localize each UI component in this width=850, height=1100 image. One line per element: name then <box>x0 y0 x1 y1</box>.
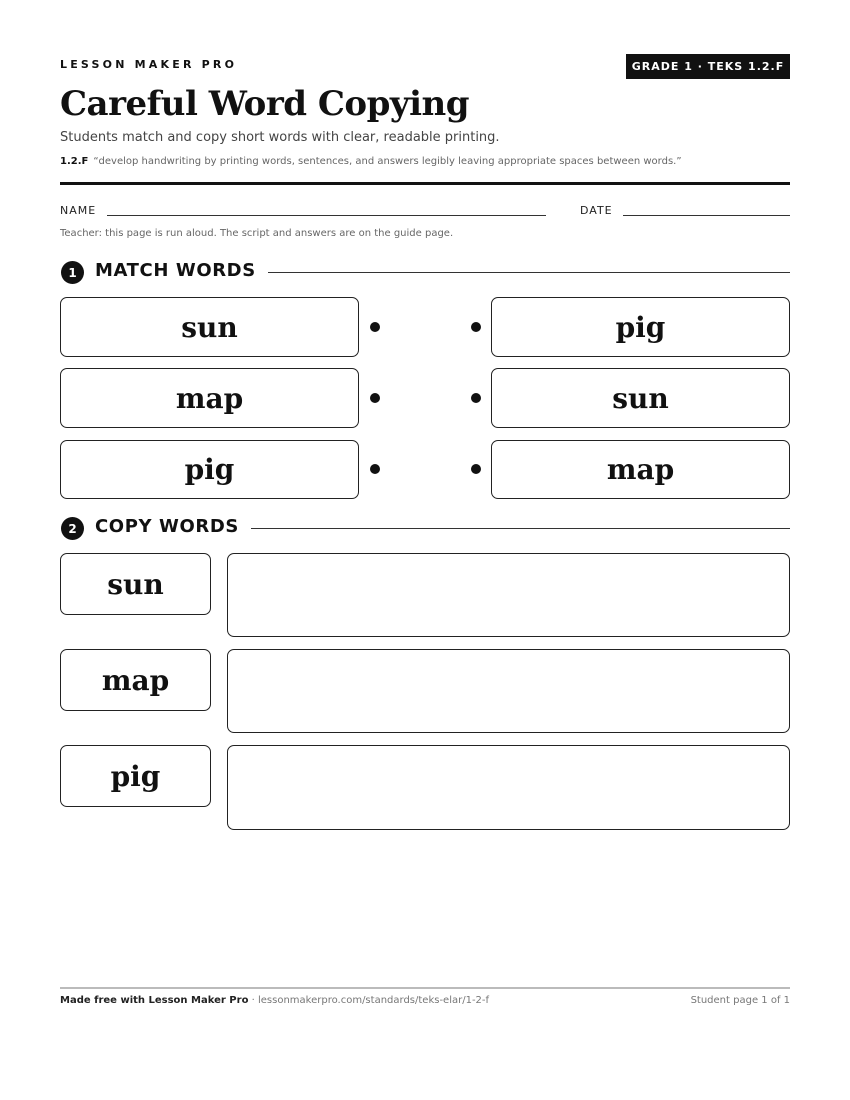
footer-credit <box>60 995 489 1006</box>
standard-line <box>60 156 682 167</box>
standard-code: 1.2.F <box>60 156 89 167</box>
brand-name: LESSON MAKER PRO <box>60 58 238 71</box>
name-line[interactable] <box>107 215 546 216</box>
date-line[interactable] <box>623 215 790 216</box>
copy-writing-box[interactable] <box>227 745 790 830</box>
match-right-word: map <box>491 440 790 499</box>
section-divider-match <box>268 272 790 273</box>
match-dot-left[interactable] <box>370 393 380 403</box>
match-left-word: pig <box>60 440 359 499</box>
section-divider-copy <box>251 528 790 529</box>
page-subtitle: Students match and copy short words with clear, readable printing. <box>60 130 500 145</box>
copy-model-word: sun <box>60 553 211 615</box>
footer-url[interactable]: · lessonmakerpro.com/standards/teks-elar/1-2-f <box>248 995 490 1006</box>
footer-divider <box>60 987 790 989</box>
section-title-copy: COPY WORDS <box>95 516 239 537</box>
copy-model-word: map <box>60 649 211 711</box>
match-right-word: sun <box>491 368 790 428</box>
match-left-word: sun <box>60 297 359 357</box>
teacher-note: Teacher: this page is run aloud. The script and answers are on the guide page. <box>60 228 454 239</box>
match-dot-left[interactable] <box>370 322 380 332</box>
section-number-copy: 2 <box>61 517 84 540</box>
page-title: Careful Word Copying <box>60 84 470 124</box>
match-dot-left[interactable] <box>370 464 380 474</box>
date-label: DATE <box>580 204 613 217</box>
grade-badge: GRADE 1 · TEKS 1.2.F <box>626 54 790 79</box>
section-number-match: 1 <box>61 261 84 284</box>
footer-page-label: Student page 1 of 1 <box>690 995 790 1006</box>
match-dot-right[interactable] <box>471 464 481 474</box>
copy-model-word: pig <box>60 745 211 807</box>
match-right-word: pig <box>491 297 790 357</box>
standard-text: “develop handwriting by printing words, sentences, and answers legibly leaving appropriate spaces between words.” <box>93 156 682 167</box>
section-title-match: MATCH WORDS <box>95 260 256 281</box>
footer-made-with: Made free with Lesson Maker Pro <box>60 995 249 1006</box>
copy-writing-box[interactable] <box>227 553 790 637</box>
copy-writing-box[interactable] <box>227 649 790 733</box>
name-label: NAME <box>60 204 97 217</box>
match-dot-right[interactable] <box>471 393 481 403</box>
match-left-word: map <box>60 368 359 428</box>
header-divider <box>60 182 790 185</box>
match-dot-right[interactable] <box>471 322 481 332</box>
